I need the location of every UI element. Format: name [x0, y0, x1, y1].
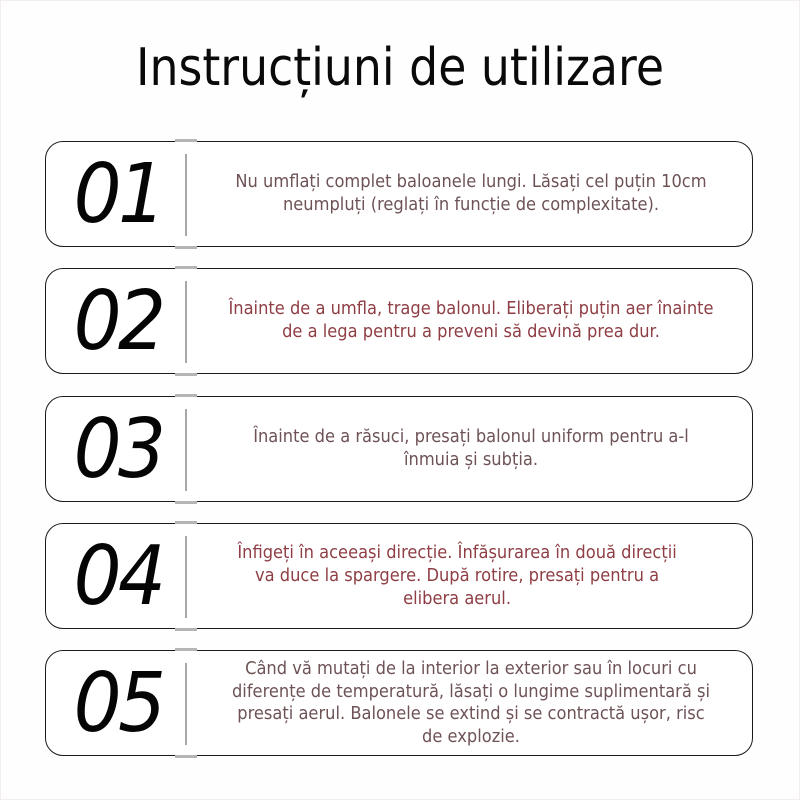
- step-number: 05: [73, 655, 163, 751]
- step-card-1: [45, 141, 753, 247]
- divider-tab: [175, 246, 197, 249]
- step-text: Înainte de a umfla, trage balonul. Eliberați puțin aer înainte de a lega pentru a preveni să devină prea dur.: [228, 299, 714, 342]
- step-card-5: [45, 650, 753, 756]
- step-number: 02: [73, 273, 163, 369]
- step-text: Înfigeți în aceeași direcție. Înfășurarea în două direcții va duce la spargere. După rotire, presați pentru a elibera aerul.: [237, 542, 677, 609]
- step-text: Când vă mutați de la interior la exterior sau în locuri cu diferențe de temperatură, lăsați o lungime suplimentară și presați aerul. Balonele se extind și se contractă ușor, risc de explozie.: [231, 659, 711, 747]
- step-number: 01: [73, 146, 163, 242]
- divider-tab: [175, 501, 197, 504]
- step-card-2: [45, 268, 753, 374]
- divider-tab: [175, 628, 197, 631]
- step-text: Înainte de a răsuci, presați balonul uniform pentru a-l înmuia și subția.: [253, 427, 689, 470]
- step-text: Nu umflați complet baloanele lungi. Lăsați cel puțin 10cm neumpluți (reglați în funcție de complexitate).: [235, 172, 707, 215]
- divider: [185, 409, 187, 491]
- divider-tab: [175, 394, 197, 397]
- divider: [185, 536, 187, 618]
- page-title: Instrucțiuni de utilizare: [135, 38, 665, 98]
- divider-tab: [175, 373, 197, 376]
- divider: [185, 663, 187, 745]
- divider: [185, 154, 187, 236]
- step-number: 04: [73, 528, 163, 624]
- divider-tab: [175, 648, 197, 651]
- divider: [185, 281, 187, 363]
- divider-tab: [175, 521, 197, 524]
- divider-tab: [175, 755, 197, 758]
- step-card-3: [45, 396, 753, 502]
- step-number: 03: [73, 401, 163, 497]
- divider-tab: [175, 139, 197, 142]
- divider-tab: [175, 266, 197, 269]
- step-card-4: [45, 523, 753, 629]
